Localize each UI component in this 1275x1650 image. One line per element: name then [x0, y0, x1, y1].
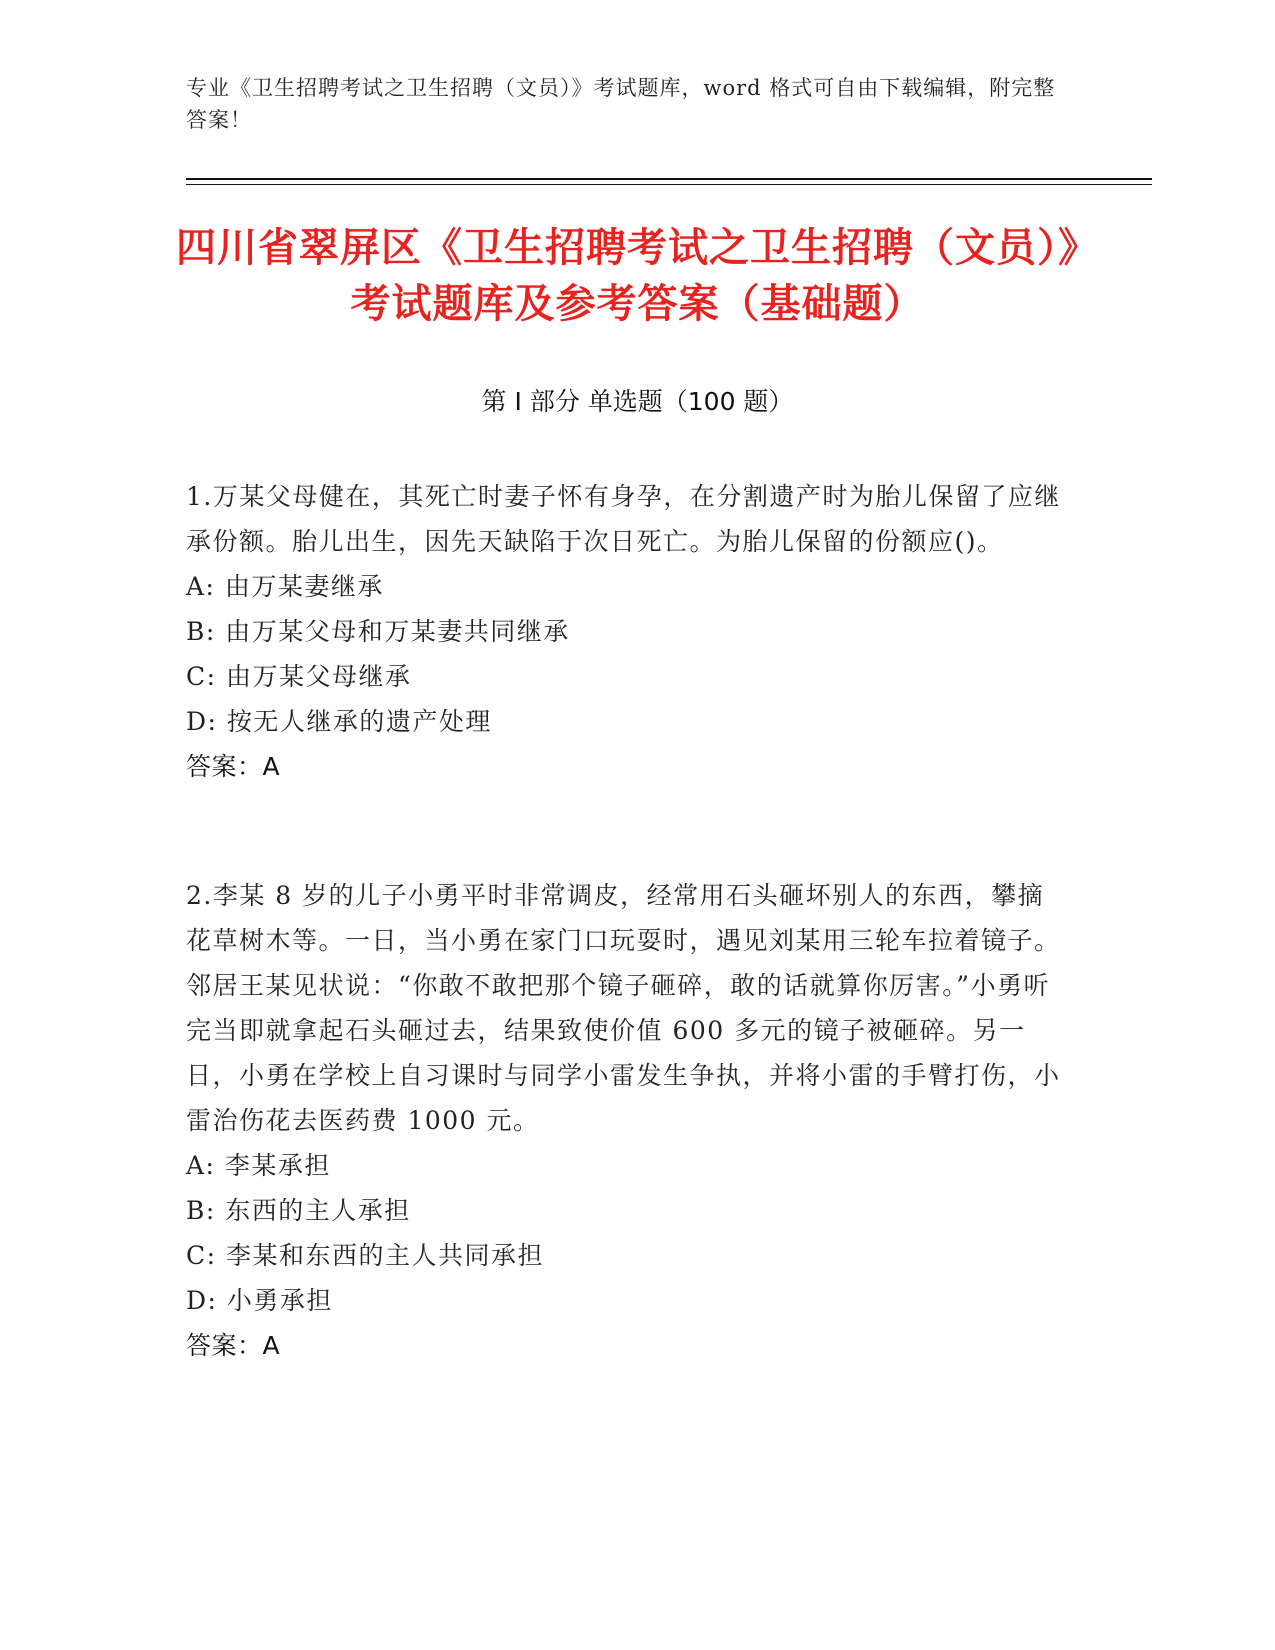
option-a: A: 李某承担 [186, 1151, 331, 1180]
document-title: 四川省翠屏区《卫生招聘考试之卫生招聘（文员）》考试题库及参考答案（基础题） [176, 225, 1099, 327]
header-divider-thin [186, 184, 1152, 185]
option-c: C: 由万某父母继承 [186, 662, 412, 691]
section-title: 第 I 部分 单选题（100 题） [481, 387, 794, 416]
option-d: D: 按无人继承的遗产处理 [186, 707, 492, 736]
option-b: B: 由万某父母和万某妻共同继承 [186, 617, 570, 646]
header-divider-thick [186, 178, 1152, 180]
answer-line: 答案：A [186, 1331, 281, 1360]
option-b: B: 东西的主人承担 [186, 1196, 411, 1225]
option-c: C: 李某和东西的主人共同承担 [186, 1241, 544, 1270]
question-stem: 2.李某 8 岁的儿子小勇平时非常调皮，经常用石头砸坏别人的东西，攀摘花草树木等。一日，当小勇在家门口玩耍时，遇见刘某用三轮车拉着镜子。邻居王某见状说：“你敢不敢把那个镜子砸碎，敢的话就算你厉害。”小勇听完当即就拿起石头砸过去，结果致使价值 600 多元的镜子被砸碎。另一日，小勇在学校上自习课时与同学小雷发生争执，并将小雷的手臂打伤，小雷治伤花去医药费 1000 元。 [186, 881, 1061, 1135]
answer-line: 答案：A [186, 752, 281, 781]
question-1 [186, 474, 1066, 789]
question-2 [186, 873, 1066, 1368]
option-a: A: 由万某妻继承 [186, 572, 384, 601]
header-note: 专业《卫生招聘考试之卫生招聘（文员）》考试题库，word 格式可自由下载编辑，附完整答案！ [186, 76, 1056, 132]
question-stem: 1.万某父母健在，其死亡时妻子怀有身孕，在分割遗产时为胎儿保留了应继承份额。胎儿出生，因先天缺陷于次日死亡。为胎儿保留的份额应()。 [186, 482, 1061, 556]
option-d: D: 小勇承担 [186, 1286, 333, 1315]
